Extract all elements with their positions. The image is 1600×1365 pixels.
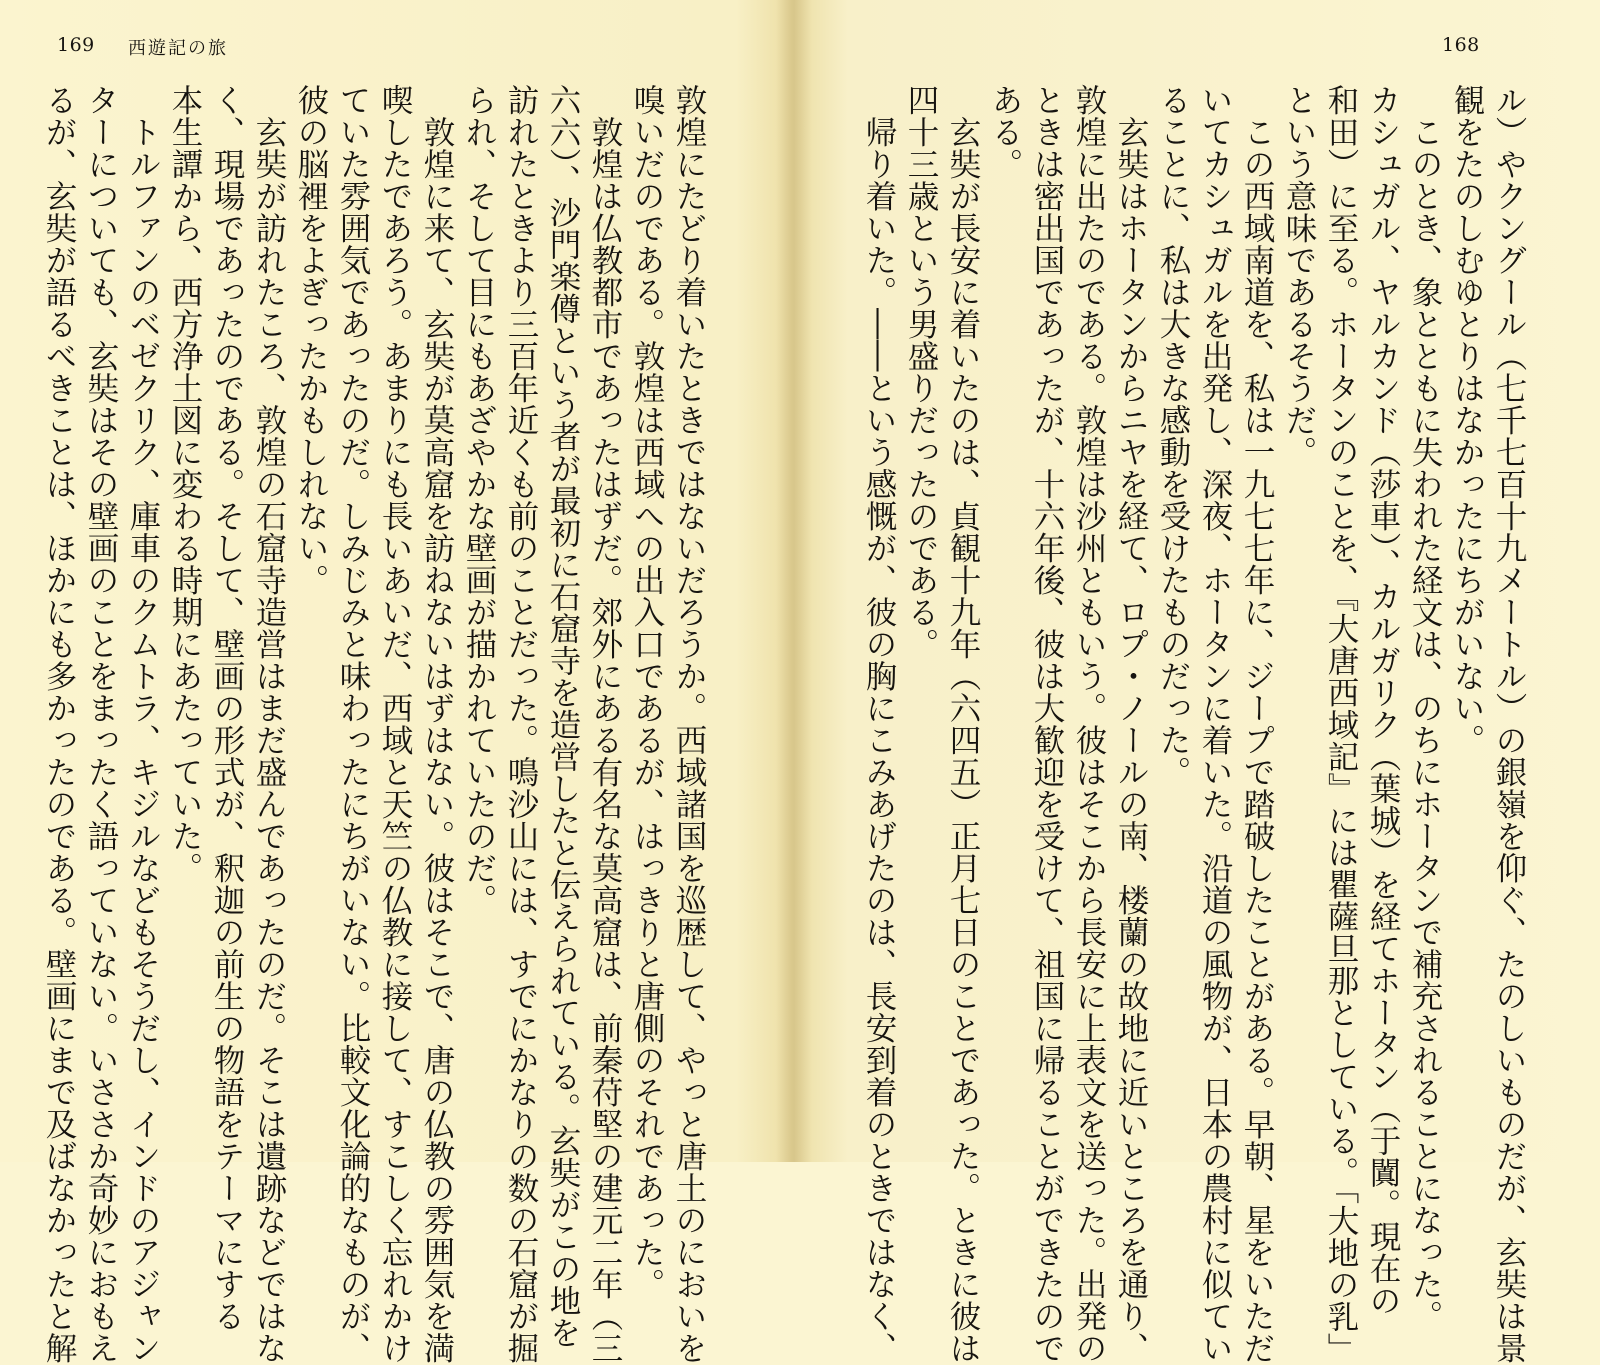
- page-number: 169: [57, 34, 95, 56]
- text-column: 喫したであろう。あまりにも長いあいだ、西域と天竺の仏教に接して、すこしく忘れかけ: [377, 84, 413, 1364]
- text-column: ていた雰囲気であったのだ。しみじみと味わったにちがいない。比較文化論的なものが、: [335, 84, 371, 1364]
- text-column: 嗅いだのである。敦煌は西域への出入口であるが、はっきりと唐側のそれであった。: [629, 84, 665, 1300]
- right-page: [800, 0, 1600, 1365]
- text-column: られ、そして目にもあざやかな壁画が描かれていたのだ。: [461, 84, 497, 916]
- text-column: 玄奘はホータンからニヤを経て、ロプ・ノールの南、楼蘭の故地に近いところを通り、: [1113, 84, 1149, 1364]
- text-body: [861, 84, 1530, 1365]
- text-column: 六六）、沙門楽僔という者が最初に石窟寺を造営したと伝えられている。玄奘がこの地を: [545, 84, 581, 1349]
- text-column: という意味であるそうだ。: [1281, 84, 1317, 468]
- running-title: 西遊記の旅: [128, 38, 228, 59]
- text-column: ることに、私は大きな感動を受けたものだった。: [1155, 84, 1191, 788]
- text-column: このとき、象とともに失われた経文は、のちにホータンで補充されることになった。: [1407, 84, 1443, 1332]
- text-column: 本生譚から、西方浄土図に変わる時期にあたっていた。: [167, 84, 203, 884]
- text-column: ときは密出国であったが、十六年後、彼は大歓迎を受けて、祖国に帰ることができたので: [1029, 84, 1065, 1364]
- text-column: 玄奘が長安に着いたのは、貞観十九年（六四五）正月七日のことであった。ときに彼は: [945, 84, 981, 1364]
- text-column: 彼の脳裡をよぎったかもしれない。: [293, 84, 329, 596]
- text-column: るが、玄奘が語るべきことは、ほかにも多かったのである。壁画にまで及ばなかったと解: [41, 84, 77, 1364]
- page-number: 168: [1442, 34, 1480, 56]
- text-column: く、現場であったのである。そして、壁画の形式が、釈迦の前生の物語をテーマにする: [209, 84, 245, 1332]
- text-column: 敦煌は仏教都市であったはずだ。郊外にある有名な莫高窟は、前秦苻堅の建元二年（三: [587, 84, 623, 1364]
- text-column: 敦煌にたどり着いたときではないだろうか。西域諸国を巡歴して、やっと唐土のにおいを: [671, 84, 707, 1364]
- text-column: いてカシュガルを出発し、深夜、ホータンに着いた。沿道の風物が、日本の農村に似てい: [1197, 84, 1233, 1364]
- text-column: 帰り着いた。――という感慨が、彼の胸にこみあげたのは、長安到着のときではなく、: [861, 84, 897, 1364]
- text-column: 敦煌に来て、玄奘が莫高窟を訪ねないはずはない。彼はそこで、唐の仏教の雰囲気を満: [419, 84, 455, 1364]
- text-column: ターについても、玄奘はその壁画のことをまったく語っていない。いささか奇妙におもえ: [83, 84, 119, 1364]
- text-column: カシュガル、ヤルカンド（莎車）、カルガリク（葉城）を経てホータン（于闐。現在の: [1365, 84, 1401, 1317]
- text-column: この西域南道を、私は一九七七年に、ジープで踏破したことがある。早朝、星をいただ: [1239, 84, 1275, 1364]
- text-column: 四十三歳という男盛りだったのである。: [903, 84, 939, 660]
- text-column: ある。: [987, 84, 1023, 180]
- text-column: 玄奘が訪れたころ、敦煌の石窟寺造営はまだ盛んであったのだ。そこは遺跡などではな: [251, 84, 287, 1364]
- text-column: 和田）に至る。ホータンのことを、『大唐西域記』には瞿薩旦那としている。「大地の乳」: [1323, 84, 1359, 1365]
- text-column: 観をたのしむゆとりはなかったにちがいない。: [1449, 84, 1485, 756]
- text-column: トルファンのベゼクリク、庫車のクムトラ、キジルなどもそうだし、インドのアジャン: [125, 84, 161, 1364]
- left-page: [0, 0, 790, 1364]
- text-column: 訪れたときより三百年近くも前のことだった。鳴沙山には、すでにかなりの数の石窟が掘: [503, 84, 539, 1364]
- text-column: ル）やクングール（七千七百十九メートル）の銀嶺を仰ぐ、たのしいものだが、玄奘は景: [1491, 84, 1527, 1364]
- text-column: 敦煌に出たのである。敦煌は沙州ともいう。彼はそこから長安に上表文を送った。出発の: [1071, 84, 1107, 1364]
- text-body: [41, 84, 710, 1364]
